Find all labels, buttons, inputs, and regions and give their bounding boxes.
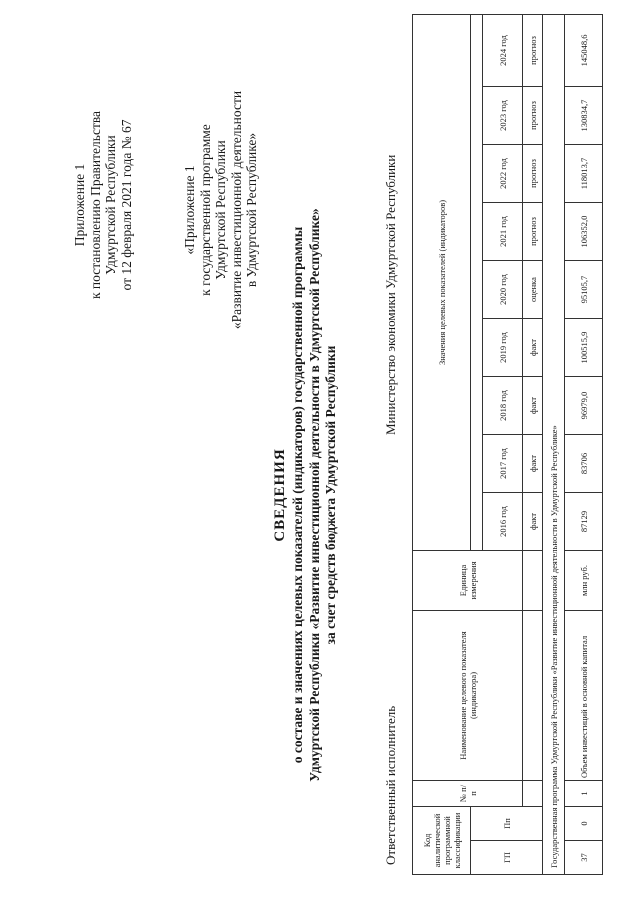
header-code: Код аналитической программной классификации [413,807,471,875]
header-empty [523,551,543,611]
indicators-table [412,14,603,875]
header-status: оценка [523,261,543,319]
table-row [565,14,603,874]
header-empty [523,611,543,781]
header-gp: ГП [471,841,543,875]
cell-value: 83706 [565,435,603,493]
cell-value: 100515,9 [565,319,603,377]
document-subtitle-line: Удмуртской Республики «Развитие инвестиционной деятельности в Удмуртской Республике» [306,208,322,782]
cell-value: 87129 [565,493,603,551]
cell-value: 95105,7 [565,261,603,319]
cell-value: 96979,0 [565,377,603,435]
annex-decree-line: Удмуртской Республики [103,135,118,275]
header-year: 2022 год [483,145,523,203]
program-section-row: Государственная программа Удмуртской Республики «Развитие инвестиционной деятельности в Удмуртской Республике» [543,14,565,874]
document-title: СВЕДЕНИЯ [272,448,288,542]
header-status: факт [523,435,543,493]
annex-decree-line: Приложение 1 [72,163,87,247]
cell-value: 118013,7 [565,145,603,203]
header-unit: Единица измерения [413,551,523,611]
document-heading [270,165,340,825]
header-year: 2021 год [483,203,523,261]
header-name: Наименование целевого показателя (индикатора) [413,611,523,781]
annex-decree-reference [72,65,134,345]
header-status: факт [523,377,543,435]
header-num: № п/п [413,781,523,807]
header-status: факт [523,493,543,551]
header-status: прогноз [523,145,543,203]
annex-program-line: Удмуртской Республики [213,140,228,280]
annex-program-line: «Приложение 1 [182,165,197,255]
annex-decree-line: к постановлению Правительства [87,110,103,300]
header-year: 2023 год [483,87,523,145]
cell-value: 145048,6 [565,14,603,86]
responsible-executor-label: Ответственный исполнитель [383,705,398,865]
responsible-executor-value: Министерство экономики Удмуртской Республики [383,154,398,435]
header-values-spacer [471,14,483,550]
cell-unit: млн руб. [565,551,603,611]
header-status: прогноз [523,14,543,86]
header-pp: Пп [471,807,543,841]
header-status: прогноз [523,203,543,261]
annex-decree-line: от 12 февраля 2021 года № 67 [118,119,134,291]
header-year: 2019 год [483,319,523,377]
cell-num: 1 [565,781,603,807]
header-status: прогноз [523,87,543,145]
cell-pp: 0 [565,807,603,841]
header-year: 2016 год [483,493,523,551]
cell-indicator-name: Объем инвестиций в основной капитал [565,611,603,781]
cell-value: 130834,7 [565,87,603,145]
annex-program-line: «Развитие инвестиционной деятельности [228,90,244,330]
header-year: 2017 год [483,435,523,493]
cell-gp: 37 [565,841,603,875]
cell-value: 106352,0 [565,203,603,261]
header-year: 2020 год [483,261,523,319]
document-subtitle-line: за счет средств бюджета Удмуртской Республики [323,345,338,645]
header-empty [523,781,543,807]
header-year: 2024 год [483,14,523,86]
header-year: 2018 год [483,377,523,435]
annex-program-reference [182,40,260,380]
document-subtitle-line: о составе и значениях целевых показателей (индикаторов) государственной программы [290,226,305,764]
header-values-group: Значения целевых показателей (индикаторов) [413,14,471,550]
annex-program-line: в Удмуртской Республике» [244,132,259,288]
header-status: факт [523,319,543,377]
annex-program-line: к государственной программе [197,124,213,296]
